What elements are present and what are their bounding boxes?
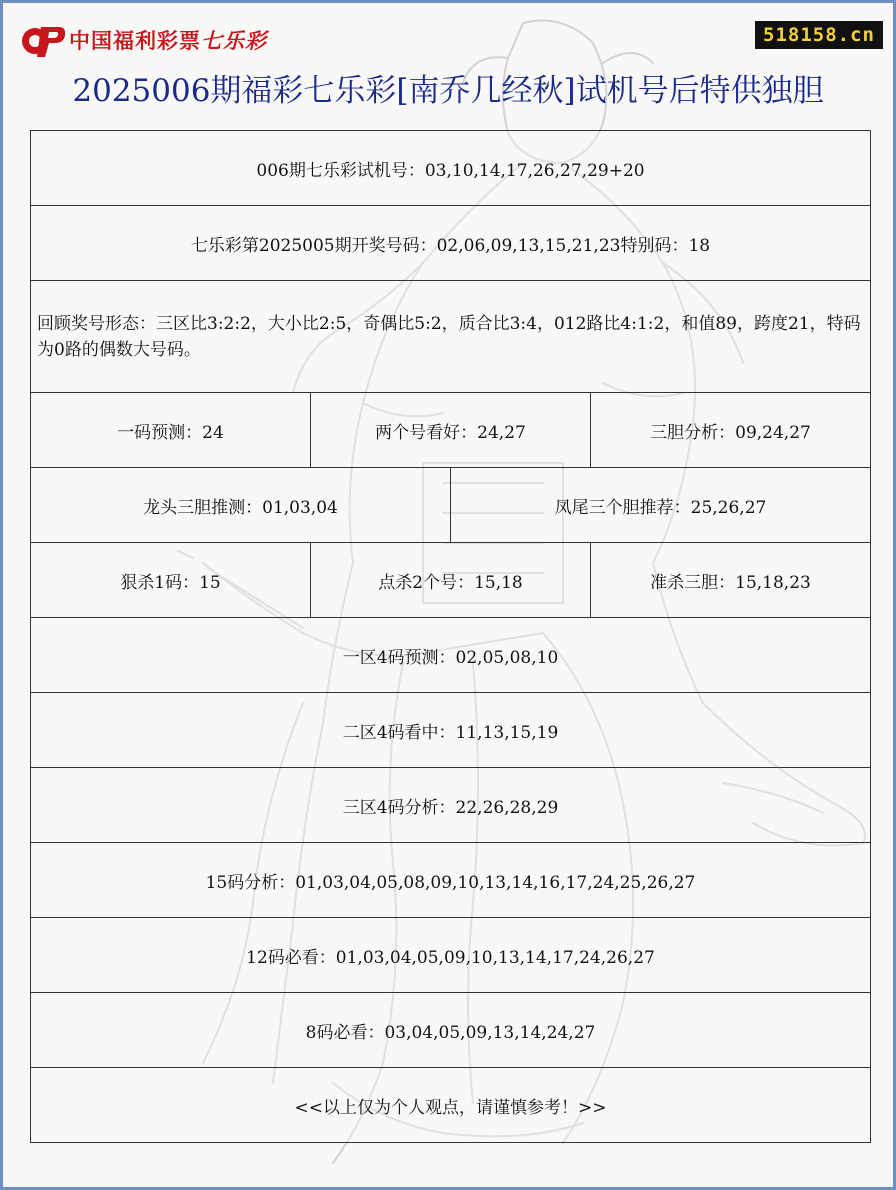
fifteen-codes-cell: 15码分析：01,03,04,05,08,09,10,13,14,16,17,24,25,26,27 bbox=[31, 843, 871, 917]
table-row bbox=[31, 843, 871, 918]
welfare-lottery-logo-icon bbox=[19, 21, 67, 59]
table-row bbox=[31, 918, 871, 993]
kill-three-cell: 准杀三胆：15,18,23 bbox=[591, 543, 871, 617]
logo-brand-text: 七乐彩 bbox=[201, 29, 267, 53]
header bbox=[3, 3, 893, 128]
logo-text bbox=[69, 25, 267, 55]
twelve-codes-cell: 12码必看：01,03,04,05,09,10,13,14,17,24,26,27 bbox=[31, 918, 871, 992]
logo-org-text: 中国福利彩票 bbox=[69, 29, 201, 53]
one-code-cell: 一码预测：24 bbox=[31, 393, 311, 467]
zone1-cell: 一区4码预测：02,05,08,10 bbox=[31, 618, 871, 692]
table-row bbox=[31, 468, 871, 543]
disclaimer-cell: <<以上仅为个人观点，请谨慎参考！>> bbox=[31, 1068, 871, 1142]
prediction-table bbox=[30, 130, 871, 1143]
table-row bbox=[31, 543, 871, 618]
two-codes-cell: 两个号看好：24,27 bbox=[311, 393, 591, 467]
trial-numbers-cell: 006期七乐彩试机号：03,10,14,17,26,27,29+20 bbox=[31, 131, 871, 205]
table-row bbox=[31, 993, 871, 1068]
last-draw-cell: 七乐彩第2025005期开奖号码：02,06,09,13,15,21,23特别码：18 bbox=[31, 206, 871, 280]
site-badge[interactable]: 518158.cn bbox=[755, 21, 883, 49]
page-title: 2025006期福彩七乐彩[南乔几经秋]试机号后特供独胆 bbox=[72, 73, 824, 109]
kill-one-cell: 狠杀1码：15 bbox=[31, 543, 311, 617]
three-dan-cell: 三胆分析：09,24,27 bbox=[591, 393, 871, 467]
table-row bbox=[31, 393, 871, 468]
zone2-cell: 二区4码看中：11,13,15,19 bbox=[31, 693, 871, 767]
table-row bbox=[31, 131, 871, 206]
eight-codes-cell: 8码必看：03,04,05,09,13,14,24,27 bbox=[31, 993, 871, 1067]
zone3-cell: 三区4码分析：22,26,28,29 bbox=[31, 768, 871, 842]
lottery-logo bbox=[19, 21, 267, 59]
phoenix-tail-cell: 凤尾三个胆推荐：25,26,27 bbox=[451, 468, 871, 542]
review-cell: 回顾奖号形态：三区比3:2:2，大小比2:5，奇偶比5:2，质合比3:4，012路比4:1:2，和值89，跨度21，特码为0路的偶数大号码。 bbox=[31, 281, 871, 392]
kill-two-cell: 点杀2个号：15,18 bbox=[311, 543, 591, 617]
table-row bbox=[31, 206, 871, 281]
table-row bbox=[31, 618, 871, 693]
table-row bbox=[31, 1068, 871, 1143]
dragon-head-cell: 龙头三胆推测：01,03,04 bbox=[31, 468, 451, 542]
table-row bbox=[31, 768, 871, 843]
table-row bbox=[31, 281, 871, 393]
table-row bbox=[31, 693, 871, 768]
